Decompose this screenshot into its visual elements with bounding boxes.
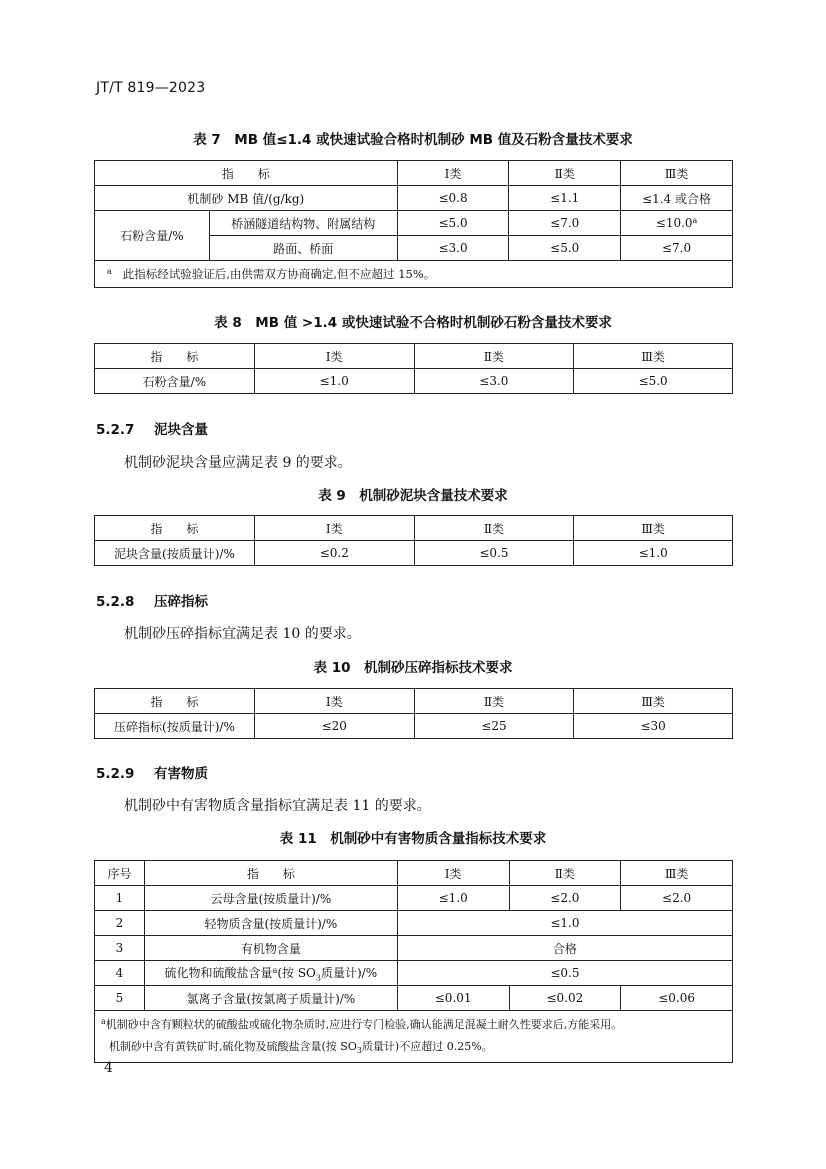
table-cell: 路面、桥面 (209, 236, 397, 261)
table-row (95, 936, 733, 961)
table-cell: ≤3.0 (397, 236, 509, 261)
cell-text: 质量计)/% (321, 965, 378, 980)
table-cell: ≤7.0 (509, 211, 621, 236)
note-line (101, 1011, 728, 1036)
table-cell: 5 (95, 986, 145, 1011)
section-number: 5.2.9 (96, 766, 135, 782)
table-cell: ≤0.5 (414, 541, 574, 566)
header-cell: 指 标 (144, 861, 397, 886)
table-cell (621, 211, 733, 236)
cell-text: (按 SO (277, 965, 316, 980)
table-cell: 合格 (397, 936, 732, 961)
table7-caption: 表 7 MB 值≤1.4 或快速试验合格时机制砂 MB 值及石粉含量技术要求 (193, 132, 633, 148)
footnote-mark: a (107, 267, 112, 276)
footnote-mark: a (692, 216, 698, 225)
cell-text: 硫化物和硫酸盐含量 (164, 965, 273, 980)
table11-caption: 表 11 机制砂中有害物质含量指标技术要求 (279, 831, 547, 847)
section-number: 5.2.8 (96, 594, 135, 610)
table-cell: ≤0.5 (397, 961, 732, 986)
table11-header-row (95, 861, 733, 886)
table-row (95, 911, 733, 936)
table-cell: ≤30 (574, 714, 733, 739)
table-cell: 机制砂 MB 值/(g/kg) (95, 186, 398, 211)
header-cell: Ⅲ类 (621, 161, 733, 186)
header-cell: Ⅰ类 (254, 516, 414, 541)
table7-header-row (95, 161, 733, 186)
subscript: 3 (315, 973, 321, 983)
table-cell: 有机物含量 (144, 936, 397, 961)
table-cell: ≤0.02 (509, 986, 621, 1011)
page-number: 4 (104, 1060, 113, 1076)
paragraph: 机制砂中有害物质含量指标宜满足表 11 的要求。 (124, 798, 431, 814)
header-cell: 指 标 (95, 689, 255, 714)
footnote-mark: a (101, 1017, 106, 1026)
table-row (95, 886, 733, 911)
table-cell: ≤0.01 (397, 986, 509, 1011)
table9-header-row (95, 516, 733, 541)
table11-note-row (95, 1011, 733, 1063)
table-cell: 2 (95, 911, 145, 936)
table-cell: ≤3.0 (414, 369, 574, 394)
table-cell: ≤1.0 (574, 541, 733, 566)
table-cell: ≤1.0 (397, 911, 732, 936)
table-row (95, 714, 733, 739)
header-cell: 指 标 (95, 516, 255, 541)
table-cell: ≤2.0 (621, 886, 733, 911)
cell-value: ≤10.0 (655, 216, 693, 230)
header-cell: Ⅲ类 (574, 344, 733, 369)
table-row (95, 541, 733, 566)
table8 (94, 343, 733, 394)
header-cell: Ⅱ类 (414, 516, 574, 541)
header-cell: Ⅱ类 (414, 344, 574, 369)
table-cell: ≤1.0 (254, 369, 414, 394)
table8-caption: 表 8 MB 值 >1.4 或快速试验不合格时机制砂石粉含量技术要求 (214, 315, 612, 331)
section-heading-527 (96, 418, 208, 438)
table-cell: ≤7.0 (621, 236, 733, 261)
table11 (94, 860, 733, 1063)
note-text: 机制砂中含有颗粒状的硫酸盐或硫化物杂质时,应进行专门检验,确认能满足混凝土耐久性要求后,方能采用。 (105, 1018, 623, 1031)
paragraph: 机制砂泥块含量应满足表 9 的要求。 (124, 455, 352, 471)
header-cell: 指 标 (95, 344, 255, 369)
table-cell: 压碎指标(按质量计)/% (95, 714, 255, 739)
table10-caption: 表 10 机制砂压碎指标技术要求 (313, 660, 513, 676)
table-cell: ≤5.0 (397, 211, 509, 236)
table-cell: 氯离子含量(按氯离子质量计)/% (144, 986, 397, 1011)
table9 (94, 515, 733, 566)
table-cell: ≤2.0 (509, 886, 621, 911)
header-cell: Ⅲ类 (574, 516, 733, 541)
note-line (101, 1036, 728, 1062)
note-text: 质量计)不应超过 0.25%。 (361, 1040, 493, 1053)
table-note (95, 261, 733, 288)
table-row (95, 186, 733, 211)
footnote-mark: a (272, 965, 278, 975)
table-cell: 1 (95, 886, 145, 911)
table7 (94, 160, 733, 288)
table-cell: 4 (95, 961, 145, 986)
table-cell: 3 (95, 936, 145, 961)
header-cell: Ⅱ类 (509, 861, 621, 886)
table-cell: ≤0.8 (397, 186, 509, 211)
section-heading-529 (96, 762, 208, 782)
table-cell (144, 961, 397, 986)
table-cell: 桥涵隧道结构物、附属结构 (209, 211, 397, 236)
table-note (95, 1011, 733, 1063)
header-cell: 序号 (95, 861, 145, 886)
header-cell: Ⅰ类 (254, 689, 414, 714)
subscript: 3 (356, 1046, 362, 1056)
header-cell: Ⅱ类 (414, 689, 574, 714)
table-cell: ≤0.06 (621, 986, 733, 1011)
header-cell: Ⅰ类 (254, 344, 414, 369)
table-cell: ≤1.0 (397, 886, 509, 911)
header-cell: Ⅰ类 (397, 161, 509, 186)
section-title: 有害物质 (154, 766, 208, 782)
table-row (95, 961, 733, 986)
table8-header-row (95, 344, 733, 369)
table-cell: ≤5.0 (574, 369, 733, 394)
table10 (94, 688, 733, 739)
table-cell: 轻物质含量(按质量计)/% (144, 911, 397, 936)
table-row (95, 369, 733, 394)
header-cell: Ⅲ类 (621, 861, 733, 886)
note-text: 此指标经试验验证后,由供需双方协商确定,但不应超过 15%。 (122, 267, 436, 281)
header-cell: Ⅱ类 (509, 161, 621, 186)
table7-note-row (95, 261, 733, 288)
note-text: 机制砂中含有黄铁矿时,硫化物及硫酸盐含量(按 SO (109, 1040, 357, 1053)
table-cell: ≤1.1 (509, 186, 621, 211)
table-cell: 石粉含量/% (95, 211, 210, 261)
section-heading-528 (96, 590, 208, 610)
table9-caption: 表 9 机制砂泥块含量技术要求 (318, 488, 508, 504)
section-number: 5.2.7 (96, 422, 135, 438)
table-cell: ≤5.0 (509, 236, 621, 261)
table-cell: ≤1.4 或合格 (621, 186, 733, 211)
section-title: 泥块含量 (154, 422, 208, 438)
section-title: 压碎指标 (154, 594, 208, 610)
table-cell: 云母含量(按质量计)/% (144, 886, 397, 911)
table10-header-row (95, 689, 733, 714)
table-cell: ≤25 (414, 714, 574, 739)
standard-code: JT/T 819—2023 (96, 80, 206, 96)
table-cell: ≤20 (254, 714, 414, 739)
header-cell: 指 标 (95, 161, 398, 186)
paragraph: 机制砂压碎指标宜满足表 10 的要求。 (124, 626, 361, 642)
header-cell: Ⅲ类 (574, 689, 733, 714)
table-row (95, 986, 733, 1011)
table-cell: 石粉含量/% (95, 369, 255, 394)
table-cell: 泥块含量(按质量计)/% (95, 541, 255, 566)
table-row (95, 211, 733, 236)
header-cell: Ⅰ类 (397, 861, 509, 886)
table-cell: ≤0.2 (254, 541, 414, 566)
